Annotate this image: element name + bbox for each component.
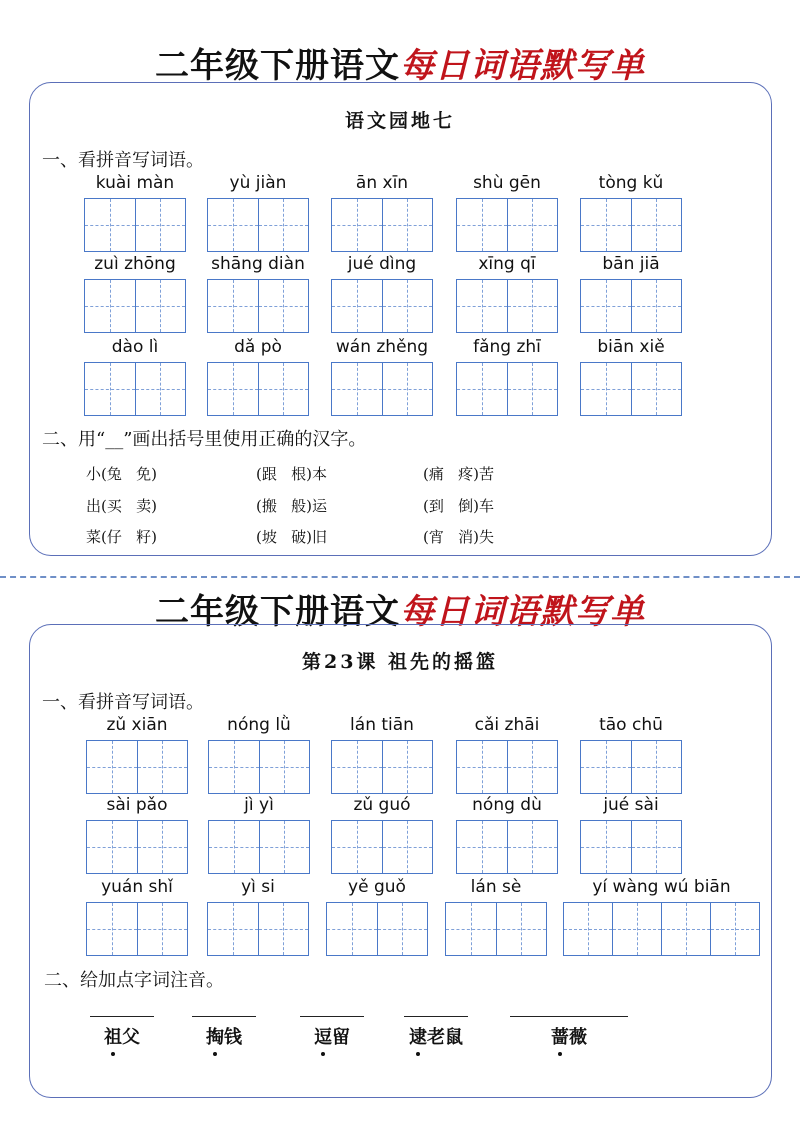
grid-cell[interactable] — [136, 280, 186, 332]
pinyin-label: dǎ pò — [234, 337, 282, 357]
writing-grid[interactable] — [456, 740, 558, 794]
writing-grid[interactable] — [84, 198, 186, 252]
grid-cell[interactable] — [259, 903, 309, 955]
pinyin-label: fǎng zhī — [473, 337, 541, 357]
writing-grid[interactable] — [331, 820, 433, 874]
writing-grid[interactable] — [86, 820, 188, 874]
annotate-word — [510, 1016, 628, 1049]
dotted-character: 逮 — [409, 1023, 427, 1049]
title-black: 二年级下册语文 — [155, 46, 400, 86]
grid-cell[interactable] — [613, 903, 662, 955]
writing-grid[interactable] — [207, 279, 309, 333]
grid-cell[interactable] — [138, 903, 188, 955]
grid-cell[interactable] — [259, 280, 309, 332]
writing-grid[interactable] — [580, 820, 682, 874]
title-red: 每日词语默写单 — [400, 592, 645, 632]
grid-cell[interactable] — [136, 363, 186, 415]
word-rest: 薇 — [569, 1027, 587, 1048]
annotate-word — [300, 1016, 364, 1049]
grid-cell[interactable] — [711, 903, 759, 955]
dotted-character: 蔷 — [551, 1023, 569, 1049]
grid-cell[interactable] — [87, 741, 138, 793]
dotted-character: 逗 — [314, 1023, 332, 1049]
pinyin-label: shù gēn — [473, 173, 541, 193]
grid-cell[interactable] — [383, 363, 433, 415]
grid-cell[interactable] — [209, 741, 260, 793]
pinyin-label: nóng dù — [472, 795, 542, 815]
pinyin-label: yě guǒ — [348, 877, 406, 897]
grid-cell[interactable] — [564, 903, 613, 955]
grid-cell[interactable] — [457, 741, 508, 793]
pinyin-label: nóng lǜ — [227, 715, 291, 735]
grid-cell[interactable] — [85, 363, 136, 415]
writing-grid[interactable] — [331, 362, 433, 416]
section-pinyin-heading-bottom: 一、看拼音写词语。 — [42, 692, 204, 713]
grid-cell[interactable] — [87, 903, 138, 955]
grid-cell[interactable] — [332, 821, 383, 873]
grid-cell[interactable] — [581, 363, 632, 415]
grid-cell[interactable] — [497, 903, 547, 955]
annotate-word — [404, 1016, 468, 1049]
pinyin-label: lán tiān — [350, 715, 414, 735]
writing-grid[interactable] — [331, 279, 433, 333]
grid-cell[interactable] — [259, 199, 309, 251]
choice-option: 菜(仔 籽) — [86, 528, 158, 546]
word-rest: 钱 — [224, 1027, 242, 1048]
grid-cell[interactable] — [581, 280, 632, 332]
grid-cell[interactable] — [457, 199, 508, 251]
answer-line[interactable] — [510, 1016, 628, 1017]
answer-line[interactable] — [90, 1016, 154, 1017]
writing-grid[interactable] — [456, 362, 558, 416]
pinyin-label: yì si — [241, 877, 275, 897]
pinyin-label: lán sè — [470, 877, 522, 897]
grid-cell[interactable] — [208, 280, 259, 332]
grid-cell[interactable] — [581, 821, 632, 873]
title-red: 每日词语默写单 — [400, 46, 645, 86]
word-rest: 父 — [122, 1027, 140, 1048]
grid-cell[interactable] — [208, 903, 259, 955]
grid-cell[interactable] — [632, 280, 682, 332]
writing-grid[interactable] — [580, 279, 682, 333]
grid-cell[interactable] — [581, 741, 632, 793]
writing-grid[interactable] — [331, 198, 433, 252]
grid-cell[interactable] — [136, 199, 186, 251]
choice-option: (宵 消)失 — [423, 528, 495, 546]
grid-cell[interactable] — [85, 199, 136, 251]
choice-option: 出(买 卖) — [86, 497, 158, 515]
pinyin-label: tòng kǔ — [598, 173, 664, 193]
grid-cell[interactable] — [457, 821, 508, 873]
grid-cell[interactable] — [138, 821, 188, 873]
section-choice-heading-top: 二、用“__”画出括号里使用正确的汉字。 — [42, 429, 367, 450]
pinyin-label: yí wàng wú biān — [592, 877, 731, 897]
section-pinyin-heading-top: 一、看拼音写词语。 — [42, 150, 204, 171]
grid-cell[interactable] — [581, 199, 632, 251]
grid-cell[interactable] — [632, 363, 682, 415]
grid-cell[interactable] — [138, 741, 188, 793]
lesson-title-top: 语文园地七 — [344, 110, 455, 132]
pinyin-label: jué dìng — [347, 254, 417, 274]
writing-grid[interactable] — [208, 740, 310, 794]
choice-option: (搬 般)运 — [256, 497, 328, 515]
choice-option: (跟 根)本 — [256, 465, 328, 483]
writing-grid[interactable] — [580, 740, 682, 794]
dotted-character: 掏 — [206, 1023, 224, 1049]
grid-cell[interactable] — [259, 363, 309, 415]
grid-cell[interactable] — [457, 280, 508, 332]
pinyin-label: zǔ xiān — [106, 715, 168, 735]
grid-cell[interactable] — [378, 903, 428, 955]
grid-cell[interactable] — [632, 199, 682, 251]
section-annotate-heading: 二、给加点字词注音。 — [44, 970, 224, 991]
grid-cell[interactable] — [208, 199, 259, 251]
writing-grid[interactable] — [86, 740, 188, 794]
writing-grid[interactable] — [456, 279, 558, 333]
pinyin-label: ān xīn — [355, 173, 409, 193]
answer-line[interactable] — [300, 1016, 364, 1017]
grid-cell[interactable] — [632, 741, 682, 793]
grid-cell[interactable] — [260, 821, 310, 873]
grid-cell[interactable] — [383, 199, 433, 251]
cut-divider — [0, 576, 800, 578]
pinyin-label: sài pǎo — [106, 795, 168, 815]
pinyin-label: yuán shǐ — [101, 877, 173, 897]
grid-cell[interactable] — [85, 280, 136, 332]
grid-cell[interactable] — [332, 363, 383, 415]
pinyin-label: zǔ guó — [353, 795, 411, 815]
writing-grid[interactable] — [207, 198, 309, 252]
writing-grid[interactable] — [326, 902, 428, 956]
writing-grid[interactable] — [84, 279, 186, 333]
answer-line[interactable] — [192, 1016, 256, 1017]
grid-cell[interactable] — [383, 741, 433, 793]
grid-cell[interactable] — [508, 280, 558, 332]
writing-grid[interactable] — [456, 820, 558, 874]
choice-option: (坡 破)旧 — [256, 528, 328, 546]
pinyin-label: yù jiàn — [229, 173, 287, 193]
grid-cell[interactable] — [383, 821, 433, 873]
grid-cell[interactable] — [457, 363, 508, 415]
grid-cell[interactable] — [508, 821, 558, 873]
writing-grid[interactable] — [445, 902, 547, 956]
grid-cell[interactable] — [508, 199, 558, 251]
title-black: 二年级下册语文 — [155, 592, 400, 632]
pinyin-label: jué sài — [603, 795, 659, 815]
pinyin-label: xīng qī — [478, 254, 536, 274]
choice-option: (到 倒)车 — [423, 497, 495, 515]
grid-cell[interactable] — [209, 821, 260, 873]
pinyin-label: tāo chū — [599, 715, 663, 735]
lesson-title-bottom: 第23课 祖先的摇篮 — [301, 651, 499, 673]
pinyin-label: dào lì — [111, 337, 159, 357]
writing-grid[interactable] — [456, 198, 558, 252]
word-rest: 老鼠 — [427, 1027, 463, 1048]
annotate-word — [90, 1016, 154, 1049]
grid-cell[interactable] — [208, 363, 259, 415]
writing-grid[interactable] — [207, 902, 309, 956]
answer-line[interactable] — [404, 1016, 468, 1017]
pinyin-label: bān jiā — [602, 254, 660, 274]
choice-option: 小(兔 免) — [86, 465, 158, 483]
writing-grid[interactable] — [580, 362, 682, 416]
grid-cell[interactable] — [332, 199, 383, 251]
annotate-word — [192, 1016, 256, 1049]
pinyin-label: zuì zhōng — [94, 254, 176, 274]
grid-cell[interactable] — [327, 903, 378, 955]
grid-cell[interactable] — [508, 363, 558, 415]
grid-cell[interactable] — [332, 280, 383, 332]
writing-grid[interactable] — [331, 740, 433, 794]
pinyin-label: biān xiě — [597, 337, 665, 357]
grid-cell[interactable] — [332, 741, 383, 793]
writing-grid[interactable] — [207, 362, 309, 416]
grid-cell[interactable] — [87, 821, 138, 873]
grid-cell[interactable] — [662, 903, 711, 955]
word-rest: 留 — [332, 1027, 350, 1048]
pinyin-label: cǎi zhāi — [474, 715, 540, 735]
writing-grid[interactable] — [208, 820, 310, 874]
grid-cell[interactable] — [383, 280, 433, 332]
writing-grid[interactable] — [563, 902, 760, 956]
pinyin-label: shāng diàn — [211, 254, 305, 274]
writing-grid[interactable] — [86, 902, 188, 956]
writing-grid[interactable] — [580, 198, 682, 252]
dotted-character: 祖 — [104, 1023, 122, 1049]
grid-cell[interactable] — [508, 741, 558, 793]
pinyin-label: jì yì — [244, 795, 274, 815]
choice-option: (痛 疼)苦 — [423, 465, 495, 483]
grid-cell[interactable] — [632, 821, 682, 873]
grid-cell[interactable] — [260, 741, 310, 793]
grid-cell[interactable] — [446, 903, 497, 955]
page-title-top — [0, 38, 800, 87]
pinyin-label: wán zhěng — [335, 337, 429, 357]
pinyin-label: kuài màn — [95, 173, 175, 193]
writing-grid[interactable] — [84, 362, 186, 416]
